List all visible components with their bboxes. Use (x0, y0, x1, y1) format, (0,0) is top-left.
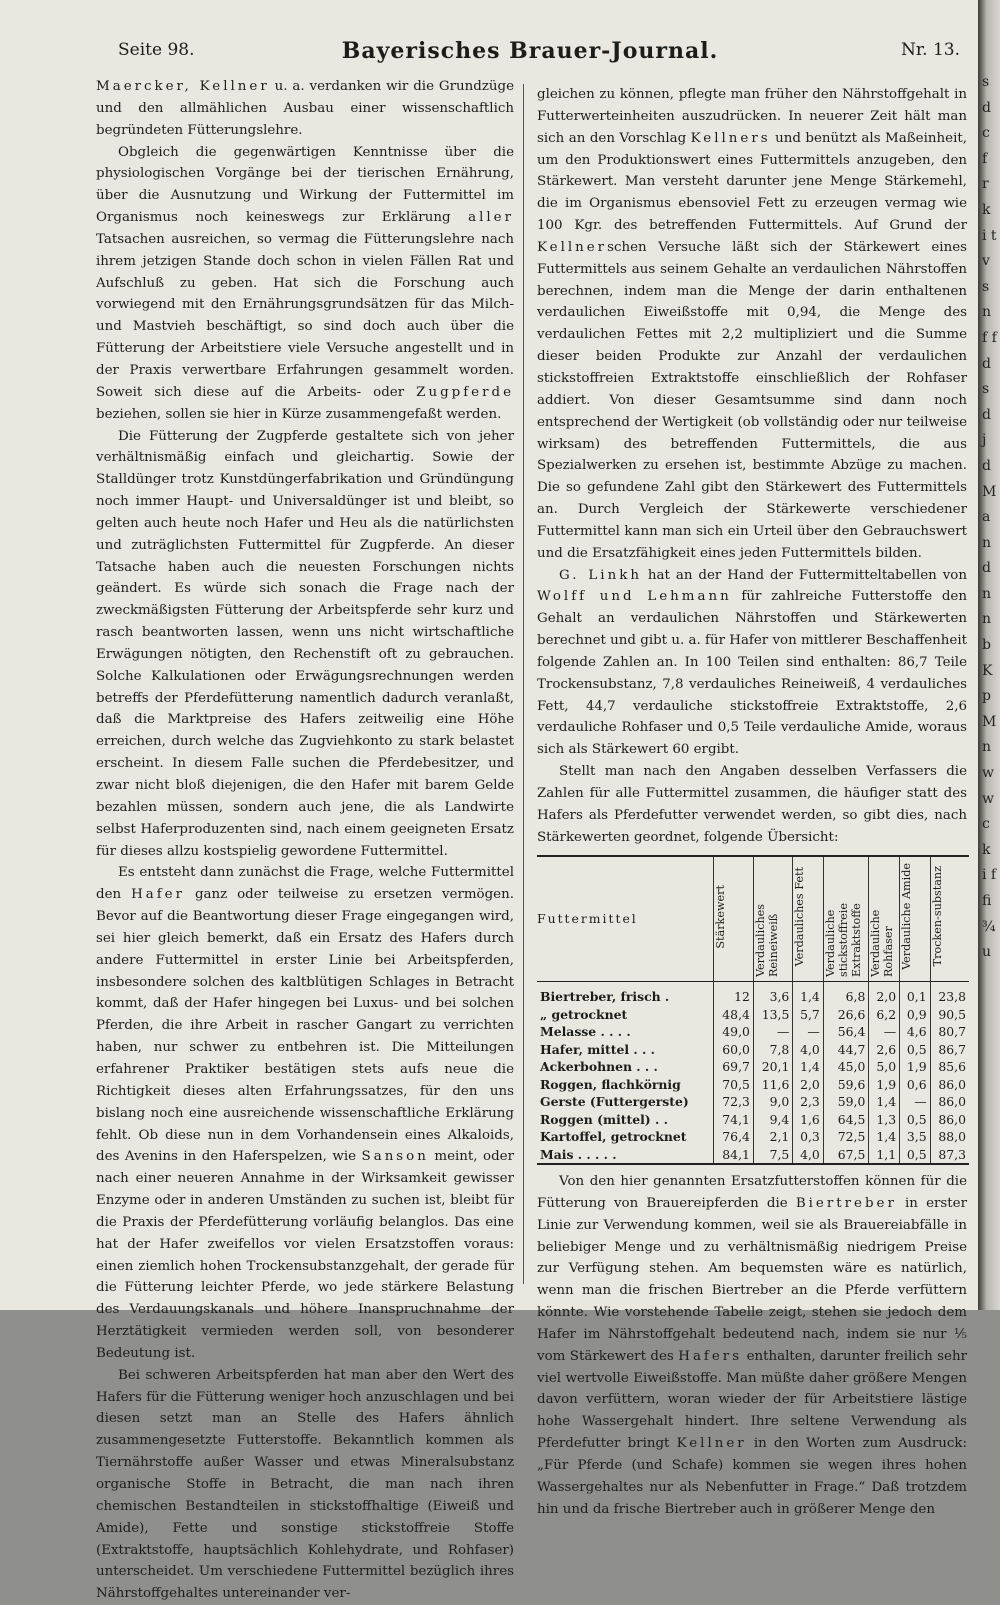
value-cell: 74,1 (714, 1111, 753, 1129)
value-cell: 12 (714, 982, 753, 1006)
table-header-cell (930, 856, 969, 982)
feed-name-cell: Hafer, mittel . . . (540, 1041, 655, 1057)
table-header-cell (869, 856, 900, 982)
value-cell: 45,0 (823, 1058, 869, 1076)
value-cell: 87,3 (930, 1146, 969, 1165)
value-cell: 4,0 (793, 1041, 823, 1059)
value-cell: 1,9 (900, 1058, 930, 1076)
value-cell: 86,0 (930, 1093, 969, 1111)
header-label: Futtermittel (537, 911, 638, 927)
value-cell: 2,6 (869, 1041, 900, 1059)
text-run: meint, oder nach einer neueren Annahme in der Wirksamkeit gewisser Enzyme oder in anderen Umständen zu suchen ist, bleibt für die Praxis der Pferdefütterung vorläufig belanglos. Das eine hat der Hafer zweifellos vor vielen Ersatzstoffen voraus: einen ziemlich hohen Trockensubstanzgehalt, der gerade für die Fütterung leichter Pferde, wo jede stärkere Belastung des Verdauungskanals und höhere Inanspruchnahme der Herztätigkeit vermieden werden soll, von besonderer Bedeutung ist. (96, 1149, 514, 1361)
feed-name-cell: Gerste (Futtergerste) (540, 1094, 689, 1110)
value-cell: 11,6 (753, 1076, 792, 1094)
table-row (537, 1111, 969, 1129)
paragraph (537, 761, 967, 848)
value-cell: 44,7 (823, 1041, 869, 1059)
value-cell: 9,4 (753, 1111, 792, 1129)
text-run: Es entsteht dann zunächst die Frage, welche Futtermittel den (96, 865, 514, 903)
adjacent-page-edge (978, 0, 1000, 1310)
value-cell: 86,0 (930, 1111, 969, 1129)
value-cell: 7,5 (753, 1146, 792, 1165)
table-header-cell (753, 856, 792, 982)
feed-name-cell: Mais . . . . . (537, 1146, 714, 1165)
text-run: enthalten, darunter freilich sehr viel wertvolle Eiweißstoffe. Man müßte daher größere Mengen davon verfüttern, woran wieder der für Arbeitstiere lästige hohe Wassergehalt hindert. Ihre seltene Verwendung als Pferdefutter bringt (537, 1348, 967, 1452)
value-cell: 86,7 (930, 1041, 969, 1059)
paragraph (96, 76, 514, 142)
value-cell: 20,1 (753, 1058, 792, 1076)
header-label: Verdauliche Amide (900, 863, 914, 970)
text-run: und benützt als Maßeinheit, um den Produktionswert eines Futtermittels anzugeben, den Stärkewert. Man versteht darunter jene Menge Stärkemehl, die im Organismus ebensoviel Fett zu erzeugen vermag wie 100 Kgr. des betreffenden Futtermittels. Auf Grund der (537, 130, 967, 234)
value-cell: 1,4 (869, 1128, 900, 1146)
value-cell: 72,5 (823, 1128, 869, 1146)
text-run: Von den hier genannten Ersatzfutterstoffen können für die Fütterung von Brauereipferden die (537, 1174, 967, 1211)
paragraph (96, 426, 514, 863)
value-cell: 9,0 (753, 1093, 792, 1111)
value-cell: 0,9 (900, 1006, 930, 1024)
text-run: u. a. verdanken wir die Grundzüge und den allmählichen Ausbau einer wissenschaftlich begründeten Fütterungslehre. (96, 79, 514, 138)
value-cell: 1,1 (869, 1146, 900, 1165)
value-cell: 2,1 (753, 1128, 792, 1146)
value-cell: 23,8 (930, 982, 969, 1006)
header-label: Verdauliches Reineiweiß (753, 903, 780, 977)
value-cell: 3,5 (900, 1128, 930, 1146)
adjacent-page-text: s d c f r k i t v s n f f d s d j d M a n d n n b K p M n w w c k i f fi ¾ u (982, 74, 997, 961)
value-cell: 2,3 (793, 1093, 823, 1111)
value-cell: 6,8 (823, 982, 869, 1006)
value-cell: 86,0 (930, 1076, 969, 1094)
table-header-cell (537, 856, 714, 982)
spaced-name: Hafer (131, 887, 186, 903)
feed-name-cell: „ getrocknet (540, 1006, 628, 1022)
header-label: Verdauliche stickstoffreie Extraktstoffe (823, 902, 863, 977)
spaced-name: Kellner (537, 239, 608, 255)
value-cell: 67,5 (823, 1146, 869, 1165)
paragraph (96, 862, 514, 1364)
table-header-cell (900, 856, 930, 982)
feed-name-cell: Ackerbohnen . . . (540, 1059, 658, 1075)
spaced-name: aller (468, 210, 514, 226)
table-header-cell (793, 856, 823, 982)
header-label: Stärkewert (714, 884, 728, 949)
value-cell: 59,0 (823, 1093, 869, 1111)
table-header-cell (714, 856, 753, 982)
value-cell: 7,8 (753, 1041, 792, 1059)
table-header-cell (823, 856, 869, 982)
table-row (537, 1041, 969, 1059)
value-cell: 1,9 (869, 1076, 900, 1094)
value-cell: 3,6 (753, 982, 792, 1006)
value-cell: 1,4 (793, 1058, 823, 1076)
table-header-row (537, 856, 969, 982)
text-run: schen Versuche läßt sich der Stärkewert eines Futtermittels aus seinem Gehalte an verdaulichen Nährstoffen berechnen, indem man die Menge der darin enthaltenen verdaulichen Eiweißstoffe mit 0,94, die Menge des verdaulichen Fettes mit 2,2 multipliziert und die Summe dieser beiden Produkte zur Anzahl der verdaulichen stickstoffreien Extraktstoffe einschließlich der Rohfaser addiert. Von dieser Gesamtsumme sind dann noch entsprechend der Wertigkeit (ob vollständig oder nur teilweise wirksam) des betreffenden Futtermittels, die aus Spezialwerken zu ersehen ist, bestimmte Abzüge zu machen. Die so gefundene Zahl gibt den Stärkewert des Futtermittels an. Durch Vergleich der Stärkewerte verschiedener Futtermittel kann man sich ein Urteil über den Gebrauchswert und die Ersatzfähigkeit eines jeden Futtermittels bilden. (537, 239, 967, 561)
table-row (537, 982, 969, 1006)
value-cell: 64,5 (823, 1111, 869, 1129)
value-cell: 4,0 (793, 1146, 823, 1165)
value-cell: 26,6 (823, 1006, 869, 1024)
value-cell: 69,7 (714, 1058, 753, 1076)
value-cell: 0,1 (900, 982, 930, 1006)
paragraph (537, 1171, 967, 1521)
table-row (537, 1023, 969, 1041)
value-cell: 2,0 (869, 982, 900, 1006)
header-label: Trocken-substanz (930, 866, 944, 967)
paragraph (96, 1365, 514, 1605)
spaced-name: Kellner (676, 1436, 747, 1452)
value-cell: 90,5 (930, 1006, 969, 1024)
journal-title: Bayerisches Brauer-Journal. (341, 38, 719, 64)
value-cell: 60,0 (714, 1041, 753, 1059)
value-cell: 5,7 (793, 1006, 823, 1024)
issue-number: Nr. 13. (901, 40, 960, 60)
spaced-name: Zugpferde (416, 384, 514, 400)
value-cell: — (753, 1023, 792, 1041)
left-column (96, 76, 514, 1605)
feed-name-cell: Biertreber, frisch . (540, 989, 670, 1005)
table-row (537, 1128, 969, 1146)
table-row (537, 1146, 969, 1165)
text-run: beziehen, sollen sie hier in Kürze zusammengefaßt werden. (96, 406, 502, 422)
value-cell: 5,0 (869, 1058, 900, 1076)
value-cell: — (793, 1023, 823, 1041)
text-run: in den Worten zum Ausdruck: „Für Pferde (und Schafe) kommen sie wegen ihres hohen Wassergehaltes nur als Nebenfutter in Frage.“ Daß trotzdem hin und da frische Biertreber auch in größerer Menge den (537, 1436, 967, 1517)
header-label: Verdauliches Fett (793, 866, 807, 967)
table-row (537, 1006, 969, 1024)
spaced-name: Hafers (678, 1348, 743, 1364)
spaced-name: Biertreber (795, 1195, 897, 1211)
page-header (100, 40, 960, 76)
paragraph (537, 565, 967, 762)
feed-name-cell: Roggen, flachkörnig (540, 1076, 681, 1092)
feed-name-cell: Kartoffel, getrocknet (540, 1129, 687, 1145)
text-run: Bei schweren Arbeitspferden hat man aber den Wert des Hafers für die Fütterung weniger hoch anzuschlagen und bei diesen setzt man an Stelle des Hafers ähnlich zusammengesetzte Futterstoffe. Bekanntlich kommen als Tiernährstoffe außer Wasser und etwas Mineralsubstanz organische Stoffe in Betracht, die man nach ihren chemischen Bestandteilen in stickstoffhaltige (Eiweiß und Amide), Fette und sonstige stickstoffreie Stoffe (Extraktstoffe, hauptsächlich Kohlehydrate, und Rohfaser) unterscheidet. Um verschiedene Futtermittel bezüglich ihres Nährstoffgehaltes untereinander ver- (96, 1367, 514, 1602)
feed-name-cell: Melasse . . . . (540, 1024, 631, 1040)
header-label: Verdauliche Rohfaser (869, 909, 896, 977)
table-row (537, 1093, 969, 1111)
value-cell: 80,7 (930, 1023, 969, 1041)
table-row (537, 1058, 969, 1076)
paragraph (96, 142, 514, 426)
value-cell: 1,3 (869, 1111, 900, 1129)
value-cell: 84,1 (714, 1146, 753, 1165)
table-row (537, 1076, 969, 1094)
value-cell: 70,5 (714, 1076, 753, 1094)
value-cell: 0,5 (900, 1111, 930, 1129)
value-cell: 88,0 (930, 1128, 969, 1146)
text-run: Tatsachen ausreichen, so vermag die Fütterungslehre nach ihrem jetzigen Stande doch schon in vielen Fällen Rat und Aufschluß zu geben. Hat sich die Forschung auch vorwiegend mit den Ernährungsgrundsätzen für das Milch- und Mastvieh beschäftigt, so sind doch auch über die Fütterung der Arbeitstiere viele Versuche angestellt und in der Praxis verwertbare Erfahrungen gesammelt worden. Soweit sich diese auf die Arbeits- oder (96, 231, 514, 400)
feed-name-cell: Roggen (mittel) . . (540, 1111, 668, 1127)
value-cell: 0,5 (900, 1146, 930, 1165)
spaced-name: Wolff und Lehmann (537, 589, 732, 605)
value-cell: 4,6 (900, 1023, 930, 1041)
paragraph (537, 84, 967, 565)
value-cell: 1,6 (793, 1111, 823, 1129)
spaced-name: G. Linkh (559, 567, 642, 583)
value-cell: — (900, 1093, 930, 1111)
value-cell: 6,2 (869, 1006, 900, 1024)
text-run: ganz oder teilweise zu ersetzen vermögen. Bevor auf die Beantwortung dieser Frage eingegangen wird, sei hier gleich bemerkt, daß ein Ersatz des Hafers durch andere Futtermittel in erster Linie bei Arbeitspferden, insbesondere solchen des kaltblütigen Schlages in Betracht kommt, daß der Hafer hingegen bei Luxus- und bei solchen Pferden, die ihre Arbeit in rascher Gangart zu verrichten haben, nur schwer zu entbehren ist. Die Mitteilungen erfahrener Praktiker bestätigen stets aufs neue die Richtigkeit dieses alten Erfahrungssatzes, für den uns bislang noch eine ausreichende wissenschaftliche Erklärung fehlt. Ob diese nun in dem Vorhandensein eines Alkaloids, des Avenins in den Haferspelzen, wie (96, 887, 514, 1165)
spaced-name: Maercker, Kellner (96, 79, 270, 94)
value-cell: 13,5 (753, 1006, 792, 1024)
spaced-name: Kellners (690, 130, 771, 146)
value-cell: 1,4 (793, 982, 823, 1006)
value-cell: 59,6 (823, 1076, 869, 1094)
value-cell: 0,3 (793, 1128, 823, 1146)
text-run: gleichen zu können, pflegte man früher den Nährstoffgehalt in Futterwerteinheiten auszudrücken. In neuerer Zeit hält man sich an den Vorschlag (537, 87, 967, 146)
right-column-bottom-text (537, 1171, 967, 1521)
text-run: hat an der Hand der Futtermitteltabellen von (641, 567, 967, 583)
value-cell: 1,4 (869, 1093, 900, 1111)
text-run: für zahlreiche Futterstoffe den Gehalt an verdaulichen Nährstoffen und Stärkewerten berechnet und gibt u. a. für Hafer von mittlerer Beschaffenheit folgende Zahlen an. In 100 Teilen sind enthalten: 86,7 Teile Trockensubstanz, 7,8 verdauliches Reineiweiß, 4 verdauliches Fett, 44,7 verdauliche stickstoffreie Extraktstoffe, 2,6 verdauliche Rohfaser und 0,5 Teile verdauliche Amide, woraus sich als Stärkewert 60 ergibt. (537, 589, 967, 758)
value-cell: 85,6 (930, 1058, 969, 1076)
right-column-top-text (537, 84, 967, 849)
value-cell: — (869, 1023, 900, 1041)
value-cell: 49,0 (714, 1023, 753, 1041)
text-run: in erster Linie zur Verwendung kommen, weil sie als Brauereiabfälle in beliebiger Menge und zu verhältnismäßig niedrigem Preise zur Verfügung stehen. Am bequemsten wäre es natürlich, wenn man die frischen Biertreber an die Pferde verfüttern könnte. Wie vorstehende Tabelle zeigt, stehen sie jedoch dem Hafer im Nährstoffgehalt bedeutend nach, indem sie nur ⅕ vom Stärkewert des (537, 1195, 967, 1364)
feed-table (537, 855, 969, 1166)
value-cell: 2,0 (793, 1076, 823, 1094)
text-run: Die Fütterung der Zugpferde gestaltete sich von jeher verhältnismäßig einfach und gleichartig. Sowie der Stalldünger trotz Kunstdüngerfabrikation und Gründüngung noch immer Haupt- und Universaldünger ist und bleibt, so gelten auch heute noch Hafer und Heu als die natürlichsten und zuträglichsten Futtermittel für Zugpferde. An dieser Tatsache haben auch die neuesten Forschungen nichts geändert. Es würde sich sonach die Frage nach der zweckmäßigsten Fütterung der Arbeitspferde sehr kurz und rasch beantworten lassen, wenn uns nicht wirtschaftliche Erwägungen nötigten, den Rechenstift oft zu gebrauchen. Solche Kalkulationen oder Erwägungsrechnungen werden betreffs der Pferdefütterung namentlich dadurch veranlaßt, daß die Marktpreise des Hafers zeitweilig eine Höhe erreichen, durch welche das Zugviehkonto zu stark belastet erscheint. In diesem Falle suchen die Pferdebesitzer, und zwar nicht bloß diejenigen, die den Hafer mit barem Gelde bezahlen müssen, sondern auch jene, die als Landwirte selbst Haferproduzenten sind, nach einem geeigneten Ersatz für dieses allzu kostspielig gewordene Futtermittel. (96, 428, 514, 859)
value-cell: 48,4 (714, 1006, 753, 1024)
page-number: Seite 98. (118, 40, 195, 60)
column-divider (523, 84, 524, 1284)
value-cell: 72,3 (714, 1093, 753, 1111)
value-cell: 56,4 (823, 1023, 869, 1041)
spaced-name: Sanson (361, 1149, 429, 1165)
text-run: Stellt man nach den Angaben desselben Verfassers die Zahlen für alle Futtermittel zusammen, die häufiger statt des Hafers als Pferdefutter verwendet werden, so gibt dies, nach Stärkewerten geordnet, folgende Übersicht: (537, 764, 967, 845)
value-cell: 76,4 (714, 1128, 753, 1146)
value-cell: 0,6 (900, 1076, 930, 1094)
text-run: Obgleich die gegenwärtigen Kenntnisse über die physiologischen Vorgänge bei der tierischen Ernährung, über die Ausnutzung und Wirkung der Futtermittel im Organismus noch keineswegs zur Erklärung (96, 144, 514, 226)
right-column (537, 84, 967, 1521)
value-cell: 0,5 (900, 1041, 930, 1059)
